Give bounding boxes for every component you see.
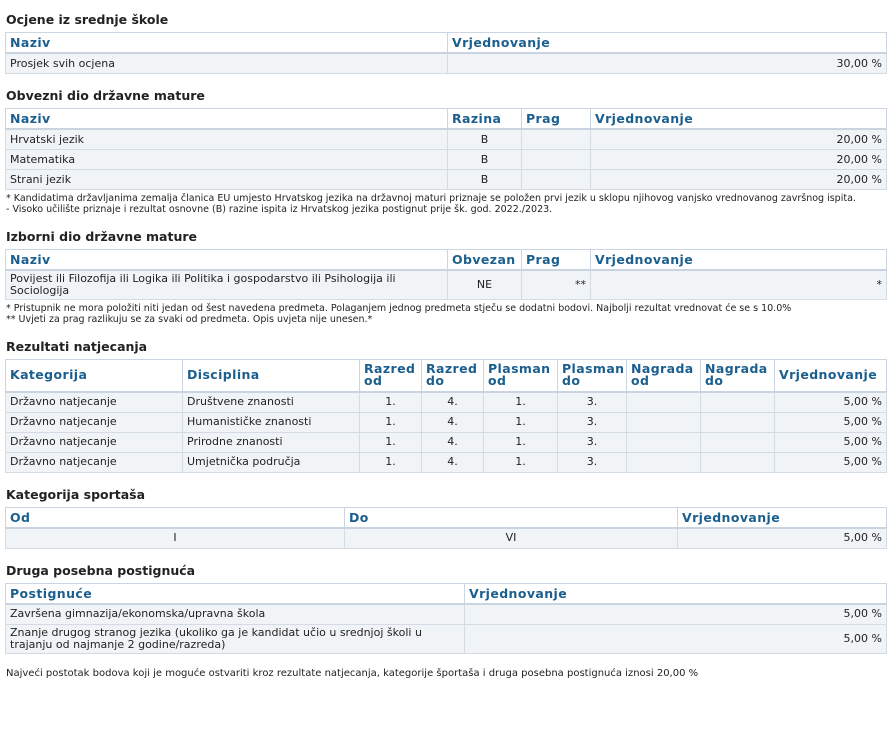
cell-plasman-od: 1. xyxy=(484,432,558,452)
cell-nagrada-do xyxy=(701,452,775,472)
col-prag: Prag xyxy=(522,109,591,130)
cell-vrjednovanje: 20,00 % xyxy=(591,150,887,170)
table-postignuca xyxy=(5,583,887,654)
cell-vrjednovanje: 5,00 % xyxy=(465,624,887,653)
cell-vrjednovanje: 5,00 % xyxy=(775,392,887,413)
col-prag: Prag xyxy=(522,250,591,271)
cell-razred-od: 1. xyxy=(360,392,422,413)
table-row xyxy=(6,432,887,452)
table-header xyxy=(6,507,887,528)
cell-nagrada-od xyxy=(627,452,701,472)
section-natjecanja xyxy=(5,339,888,473)
col-vrjednovanje: Vrjednovanje xyxy=(775,360,887,392)
cell-nagrada-do xyxy=(701,432,775,452)
cell-naziv: Matematika xyxy=(6,150,448,170)
col-vrjednovanje: Vrjednovanje xyxy=(591,109,887,130)
cell-vrjednovanje: 30,00 % xyxy=(448,53,887,74)
footnotes xyxy=(6,193,888,215)
cell-disciplina: Prirodne znanosti xyxy=(183,432,360,452)
col-vrjednovanje: Vrjednovanje xyxy=(465,583,887,604)
cell-prag xyxy=(522,170,591,190)
section-postignuca xyxy=(5,563,888,654)
section-title: Druga posebna postignuća xyxy=(6,562,196,578)
col-razred-od: Razred od xyxy=(360,360,422,392)
cell-razred-do: 4. xyxy=(422,392,484,413)
table-row xyxy=(6,624,887,653)
table-natjecanja xyxy=(5,359,887,473)
cell-razred-do: 4. xyxy=(422,452,484,472)
cell-razred-od: 1. xyxy=(360,432,422,452)
table-row xyxy=(6,528,887,549)
footnotes xyxy=(6,303,888,325)
footnote: ** Uvjeti za prag razlikuju se za svaki od predmeta. Opis uvjeta nije unesen.* xyxy=(6,314,373,325)
cell-razina: B xyxy=(448,150,522,170)
table-srednja xyxy=(5,32,887,74)
cell-plasman-do: 3. xyxy=(558,452,627,472)
cell-vrjednovanje: 5,00 % xyxy=(678,528,887,549)
cell-plasman-do: 3. xyxy=(558,412,627,432)
cell-razred-do: 4. xyxy=(422,432,484,452)
cell-naziv: Strani jezik xyxy=(6,170,448,190)
col-vrjednovanje: Vrjednovanje xyxy=(678,507,887,528)
cell-plasman-od: 1. xyxy=(484,412,558,432)
cell-razina: B xyxy=(448,129,522,150)
cell-naziv: Povijest ili Filozofija ili Logika ili Politika i gospodarstvo ili Psihologija ili Sociologija xyxy=(6,270,448,300)
table-row xyxy=(6,129,887,150)
cell-naziv: Prosjek svih ocjena xyxy=(6,53,448,74)
cell-nagrada-od xyxy=(627,432,701,452)
cell-disciplina: Umjetnička područja xyxy=(183,452,360,472)
col-vrjednovanje: Vrjednovanje xyxy=(591,250,887,271)
cell-vrjednovanje: 5,00 % xyxy=(775,432,887,452)
cell-razred-od: 1. xyxy=(360,452,422,472)
footnote: * Pristupnik ne mora položiti niti jedan od šest navedena predmeta. Polaganjem jednog predmeta stječu se dodatni bodovi. Najbolji rezultat vrednovat će se s 10.0% xyxy=(6,303,792,314)
cell-plasman-od: 1. xyxy=(484,452,558,472)
cell-disciplina: Društvene znanosti xyxy=(183,392,360,413)
table-header xyxy=(6,583,887,604)
cell-razred-do: 4. xyxy=(422,412,484,432)
footer-note: Najveći postotak bodova koji je moguće ostvariti kroz rezultate natjecanja, kategorije športaša i druga posebna postignuća iznosi 20,00 % xyxy=(6,667,699,679)
cell-prag xyxy=(522,150,591,170)
table-row xyxy=(6,53,887,74)
cell-kategorija: Državno natjecanje xyxy=(6,432,183,452)
cell-nagrada-do xyxy=(701,392,775,413)
section-title: Obvezni dio državne mature xyxy=(6,88,205,103)
table-header xyxy=(6,360,887,392)
cell-vrjednovanje: 5,00 % xyxy=(775,452,887,472)
table-row xyxy=(6,170,887,190)
cell-nagrada-od xyxy=(627,392,701,413)
col-plasman-od: Plasman od xyxy=(484,360,558,392)
cell-vrjednovanje: 20,00 % xyxy=(591,170,887,190)
col-naziv: Naziv xyxy=(6,109,448,130)
footnote: - Visoko učilište priznaje i rezultat osnovne (B) razine ispita iz Hrvatskog jezika postignut prije šk. god. 2022./2023. xyxy=(6,204,553,215)
cell-plasman-do: 3. xyxy=(558,392,627,413)
cell-nagrada-do xyxy=(701,412,775,432)
cell-do: VI xyxy=(345,528,678,549)
cell-prag xyxy=(522,129,591,150)
table-row xyxy=(6,452,887,472)
col-naziv: Naziv xyxy=(6,250,448,271)
table-row xyxy=(6,150,887,170)
cell-naziv: Hrvatski jezik xyxy=(6,129,448,150)
section-title: Rezultati natjecanja xyxy=(6,339,148,354)
table-obvezni xyxy=(5,108,887,190)
cell-od: I xyxy=(6,528,345,549)
section-title: Izborni dio državne mature xyxy=(6,229,198,244)
col-disciplina: Disciplina xyxy=(183,360,360,392)
cell-plasman-od: 1. xyxy=(484,392,558,413)
cell-vrjednovanje: 20,00 % xyxy=(591,129,887,150)
col-razred-do: Razred do xyxy=(422,360,484,392)
section-izborni xyxy=(5,229,888,325)
col-od: Od xyxy=(6,507,345,528)
cell-razred-od: 1. xyxy=(360,412,422,432)
cell-postignuce: Završena gimnazija/ekonomska/upravna škola xyxy=(6,604,465,625)
section-srednja xyxy=(5,12,888,74)
cell-vrjednovanje: 5,00 % xyxy=(465,604,887,625)
col-postignuce: Postignuće xyxy=(6,583,465,604)
cell-postignuce: Znanje drugog stranog jezika (ukoliko ga je kandidat učio u srednjoj školi u trajanju od najmanje 2 godine/razreda) xyxy=(6,624,465,653)
cell-kategorija: Državno natjecanje xyxy=(6,452,183,472)
table-row xyxy=(6,270,887,300)
table-row xyxy=(6,392,887,413)
cell-plasman-do: 3. xyxy=(558,432,627,452)
section-sportasi xyxy=(5,487,888,549)
cell-vrjednovanje: * xyxy=(591,270,887,300)
cell-kategorija: Državno natjecanje xyxy=(6,392,183,413)
cell-razina: B xyxy=(448,170,522,190)
table-header xyxy=(6,33,887,54)
section-title: Ocjene iz srednje škole xyxy=(6,12,169,27)
cell-disciplina: Humanističke znanosti xyxy=(183,412,360,432)
col-kategorija: Kategorija xyxy=(6,360,183,392)
table-row xyxy=(6,604,887,625)
col-razina: Razina xyxy=(448,109,522,130)
cell-prag: ** xyxy=(522,270,591,300)
section-title: Kategorija sportaša xyxy=(6,486,146,502)
col-nagrada-od: Nagrada od xyxy=(627,360,701,392)
cell-nagrada-od xyxy=(627,412,701,432)
col-naziv: Naziv xyxy=(6,33,448,54)
cell-kategorija: Državno natjecanje xyxy=(6,412,183,432)
col-obvezan: Obvezan xyxy=(448,250,522,271)
footnote: * Kandidatima državljanima zemalja članica EU umjesto Hrvatskog jezika na državnoj maturi priznaje se položen prvi jezik u sklopu njihovog vanjsko vrednovanog završnog ispita. xyxy=(6,193,856,204)
table-izborni xyxy=(5,249,887,300)
col-do: Do xyxy=(345,507,678,528)
col-nagrada-do: Nagrada do xyxy=(701,360,775,392)
table-sportasi xyxy=(5,507,887,549)
table-header xyxy=(6,109,887,130)
col-plasman-do: Plasman do xyxy=(558,360,627,392)
cell-vrjednovanje: 5,00 % xyxy=(775,412,887,432)
cell-obvezan: NE xyxy=(448,270,522,300)
table-header xyxy=(6,250,887,271)
table-row xyxy=(6,412,887,432)
section-obvezni xyxy=(5,88,888,215)
col-vrjednovanje: Vrjednovanje xyxy=(448,33,887,54)
